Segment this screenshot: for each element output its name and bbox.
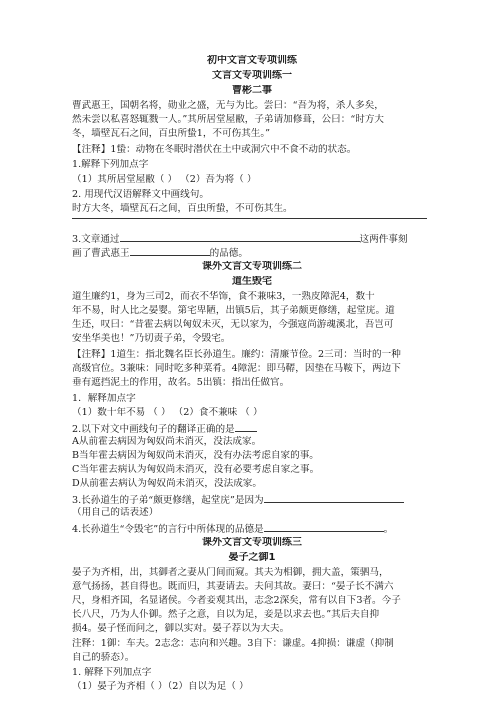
- section-3-passage-line: 尺，身相齐国，名显诸侯。今者妾观其出，志念2深矣，常有以自下3者。今子: [72, 595, 401, 606]
- section-3-note-line: 自己的骄态）。: [72, 652, 135, 663]
- section-3-passage-line: 晏子为齐相，出，其御者之妻从门间而窥。其夫为相御，拥大盖，策驷马，: [72, 567, 389, 578]
- section-2-q1-stem: 1．解释加点字: [72, 393, 136, 404]
- section-1-note: 【注释】1蛰：动物在冬眠时潜伏在土中或洞穴中不食不动的状态。: [72, 144, 357, 155]
- option-d: D从前霍去病认为匈奴尚未消灭，没法成家。: [72, 478, 262, 489]
- section-2-q2-stem: 2.以下对文中画线句子的翻译正确的是: [72, 422, 432, 436]
- section-2-note-line: 高级官位。3兼味：同时吃多种菜肴。4障泥：即马鞯，因垫在马鞍下，两边下: [72, 363, 401, 374]
- section-1-q2-sentence: 时方大冬，墙壁瓦石之间，百虫所蛰，不可伤其生。: [72, 203, 293, 214]
- section-2-passage-line: 年不易，时人比之晏婴。第宅卑陋，出镇5后，其子弟颇更修缮，起堂庑。道: [72, 305, 395, 316]
- option-a: A从前霍去病因为匈奴尚未消灭，没法成家。: [72, 436, 262, 447]
- section-3-q1-items: （1）晏子为齐相（ ）（2）自以为足（ ）: [72, 681, 249, 692]
- section-2-q4-line: 4.长孙道生“令毁宅”的言行中所体现的品德是 。: [72, 524, 394, 535]
- section-3-title: 课外文言文专项训练三: [202, 537, 302, 548]
- section-3-passage-line: 长八尺，乃为人仆御。然子之意，自以为足，妾是以求去也。”其后夫自抑: [72, 609, 380, 620]
- section-3-q1-stem: 1. 解释下列加点字: [72, 667, 152, 678]
- option-b: B当年霍去病因为匈奴尚未消灭，没有办法考虑自家的事。: [72, 450, 319, 461]
- answer-blank[interactable]: [264, 522, 384, 532]
- answer-blank[interactable]: [120, 232, 360, 242]
- answer-blank[interactable]: [130, 246, 210, 256]
- answer-blank[interactable]: [264, 493, 404, 503]
- section-3-note-line: 注释：1御：车夫。2志念：志向和兴趣。3自下：谦虚。4抑损：谦虚（抑制: [72, 638, 394, 649]
- section-2-subtitle: 道生毁宅: [232, 276, 272, 287]
- section-1-q2-stem: 2. 用现代汉语解释文中画线句。: [72, 189, 209, 200]
- section-1-q1-stem: 1.解释下列加点字: [72, 159, 149, 170]
- option-c: C当年霍去病认为匈奴尚未消灭，没有必要考虑自家之事。: [72, 464, 320, 475]
- answer-blank[interactable]: [235, 422, 257, 432]
- section-2-q3-line1: 3.长孙道生的子弟“颇更修缮，起堂庑”是因为: [72, 493, 432, 507]
- section-1-passage-line: 然未尝以私喜怒辄戮一人。”其所居堂屋敝，子弟请加修葺，公曰：“时方大: [72, 114, 385, 125]
- section-2-passage-line: 道生廉约1，身为三司2，而衣不华饰，食不兼味3，一熟皮障泥4，数十: [72, 291, 375, 302]
- section-1-q1-items: （1）其所居堂屋敝（ ） （2）吾为将（ ）: [72, 174, 257, 185]
- section-3-passage-line: 意气扬扬，甚自得也。既而归，其妻请去。夫问其故。妻曰：“晏子长不满六: [72, 581, 394, 592]
- section-2-passage-line: 安坐华美也！”乃切责子弟，令毁宅。: [72, 333, 231, 344]
- section-2-passage-line: 生还，叹曰：“昔霍去病以匈奴未灭，无以家为，今强寇尚游魂溪北，吾岂可: [72, 319, 394, 330]
- main-title: 初中文言文专项训练: [207, 55, 297, 66]
- section-1-subtitle: 曹彬二事: [232, 85, 272, 96]
- section-3-passage-line: 损4。晏子怪而问之，御以实对。晏子荐以为大夫。: [72, 623, 290, 634]
- section-2-note-line: 【注释】1道生：指北魏名臣长孙道生。廉约：清廉节俭。2三司：当时的一种: [72, 349, 401, 360]
- section-1-q3-line2: 画了曹武惠王 的品德。: [72, 248, 248, 259]
- section-3-subtitle: 晏子之御1: [228, 552, 276, 563]
- section-2-note-line: 垂有遮挡泥土的作用，故名。5出镇：指出任做官。: [72, 377, 290, 388]
- section-1-q3-line1: 3.文章通过 这两件事刻: [72, 234, 408, 245]
- section-2-q1-items: （1）数十年不易 （ ） （2）食不兼味 （ ）: [72, 407, 263, 418]
- section-1-title: 文言文专项训练一: [212, 70, 292, 81]
- section-1-passage-line: 冬，墙壁瓦石之间，百虫所蛰1，不可伤其生。”: [72, 128, 271, 139]
- answer-line: [72, 218, 427, 219]
- section-2-title: 课外文言文专项训练二: [202, 261, 302, 272]
- section-2-q3-line2: （用自己的话表述）: [72, 507, 159, 518]
- section-1-passage-line: 曹武惠王，国朝名将，勋业之盛，无与为比。尝曰：“吾为将，杀人多矣，: [72, 100, 384, 111]
